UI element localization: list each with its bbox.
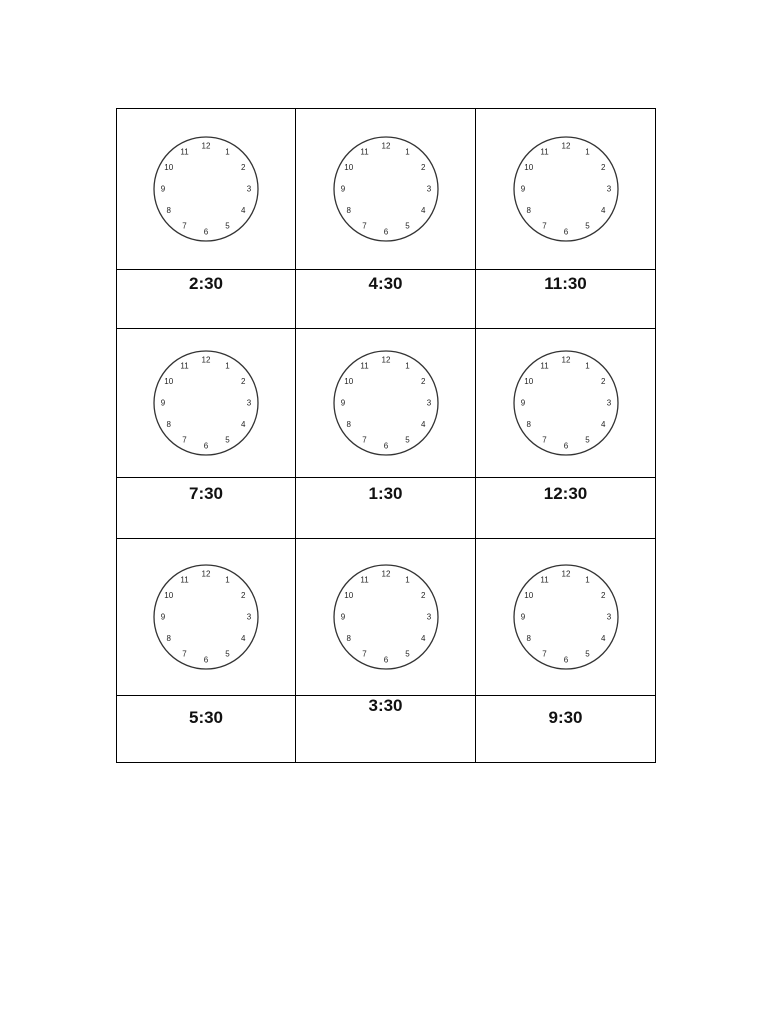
clock-dial-number: 7 bbox=[541, 221, 547, 231]
clock-cell bbox=[476, 329, 656, 478]
clock-dial-number: 6 bbox=[563, 227, 568, 237]
clock-dial-number: 11 bbox=[359, 575, 369, 585]
clock-dial-number: 3 bbox=[246, 184, 252, 194]
clock-dial-number: 3 bbox=[246, 612, 252, 622]
clock-dial-number: 9 bbox=[520, 612, 525, 622]
clock-dial-number: 1 bbox=[225, 147, 230, 157]
clock-dial-number: 4 bbox=[600, 420, 605, 429]
clock-row bbox=[117, 109, 656, 270]
clock-dial-number: 10 bbox=[343, 591, 353, 600]
clock-dial-number: 9 bbox=[520, 398, 525, 408]
clock-dial-number: 10 bbox=[164, 377, 174, 386]
clock-face-icon bbox=[146, 557, 266, 677]
clock-row bbox=[117, 329, 656, 478]
clock-dial-number: 7 bbox=[182, 435, 187, 445]
clock-dial-number: 2 bbox=[241, 163, 246, 172]
clock-dial-number: 7 bbox=[361, 435, 367, 445]
clock-dial-number: 6 bbox=[383, 655, 388, 665]
clock-dial-number: 2 bbox=[241, 377, 246, 386]
clock-dial-number: 8 bbox=[346, 634, 351, 643]
clock-dial-number: 10 bbox=[164, 163, 174, 172]
clock-dial-number: 6 bbox=[203, 441, 209, 451]
clock-dial-number: 2 bbox=[600, 163, 605, 172]
clock-dial-number: 7 bbox=[182, 649, 187, 659]
clock-dial-number: 12 bbox=[561, 569, 570, 579]
clock-dial-number: 1 bbox=[225, 575, 230, 585]
clock-dial-number: 1 bbox=[404, 575, 410, 585]
clock-dial-number: 12 bbox=[381, 569, 390, 579]
clock-dial-number: 11 bbox=[539, 147, 549, 157]
clock-dial-number: 12 bbox=[201, 141, 211, 151]
label-row bbox=[117, 270, 656, 329]
clock-dial-number: 10 bbox=[343, 163, 353, 172]
clock-face-icon bbox=[506, 557, 626, 677]
clock-dial-number: 3 bbox=[426, 184, 431, 194]
clock-dial-number: 10 bbox=[343, 377, 353, 386]
clock-cell bbox=[117, 109, 296, 270]
clock-dial-number: 7 bbox=[541, 649, 547, 659]
clock-dial-number: 3 bbox=[606, 398, 611, 408]
clock-dial-number: 12 bbox=[201, 569, 211, 579]
clock-dial-number: 10 bbox=[523, 377, 533, 386]
clock-dial-number: 11 bbox=[539, 361, 549, 371]
clock-dial-number: 10 bbox=[164, 591, 174, 600]
clock-worksheet-table bbox=[116, 108, 656, 763]
time-label: 9:30 bbox=[476, 696, 656, 763]
clock-dial-circle bbox=[154, 137, 258, 241]
clock-dial-number: 4 bbox=[241, 634, 246, 643]
clock-dial-number: 2 bbox=[600, 591, 605, 600]
clock-dial-number: 10 bbox=[523, 163, 533, 172]
clock-dial-number: 7 bbox=[361, 649, 367, 659]
clock-dial-number: 11 bbox=[359, 361, 369, 371]
clock-dial-number: 5 bbox=[404, 649, 410, 659]
clock-dial-circle bbox=[514, 137, 618, 241]
clock-cell bbox=[117, 539, 296, 696]
clock-dial-number: 6 bbox=[203, 655, 209, 665]
clock-dial-number: 8 bbox=[166, 420, 171, 429]
clock-dial-number: 12 bbox=[561, 355, 570, 365]
clock-dial-circle bbox=[334, 137, 438, 241]
clock-dial-number: 4 bbox=[241, 206, 246, 215]
clock-dial-number: 5 bbox=[584, 221, 590, 231]
clock-cell bbox=[476, 539, 656, 696]
clock-dial-number: 1 bbox=[584, 361, 590, 371]
clock-dial-number: 5 bbox=[584, 435, 590, 445]
clock-dial-number: 6 bbox=[383, 441, 388, 451]
clock-dial-number: 3 bbox=[606, 184, 611, 194]
clock-dial-number: 2 bbox=[241, 591, 246, 600]
clock-dial-circle bbox=[334, 351, 438, 455]
clock-dial-number: 5 bbox=[225, 435, 230, 445]
clock-dial-number: 5 bbox=[404, 435, 410, 445]
time-label: 2:30 bbox=[117, 270, 296, 329]
clock-dial-number: 4 bbox=[420, 206, 425, 215]
clock-dial-number: 7 bbox=[361, 221, 367, 231]
clock-dial-number: 2 bbox=[420, 591, 425, 600]
clock-dial-number: 9 bbox=[520, 184, 525, 194]
clock-dial-number: 1 bbox=[225, 361, 230, 371]
time-label: 7:30 bbox=[117, 478, 296, 539]
clock-dial-number: 8 bbox=[526, 206, 531, 215]
clock-dial-number: 8 bbox=[346, 420, 351, 429]
time-label: 11:30 bbox=[476, 270, 656, 329]
clock-dial-number: 3 bbox=[426, 398, 431, 408]
clock-face-icon bbox=[326, 343, 446, 463]
clock-dial-circle bbox=[154, 565, 258, 669]
clock-dial-number: 2 bbox=[600, 377, 605, 386]
clock-dial-number: 12 bbox=[201, 355, 211, 365]
clock-dial-number: 9 bbox=[340, 184, 345, 194]
clock-dial-number: 1 bbox=[404, 147, 410, 157]
clock-dial-number: 9 bbox=[340, 398, 345, 408]
clock-dial-number: 12 bbox=[561, 141, 570, 151]
clock-dial-number: 4 bbox=[600, 634, 605, 643]
clock-cell bbox=[296, 329, 476, 478]
clock-dial-number: 5 bbox=[584, 649, 590, 659]
time-label: 3:30 bbox=[296, 696, 476, 763]
clock-dial-number: 8 bbox=[166, 206, 171, 215]
clock-dial-number: 3 bbox=[246, 398, 252, 408]
clock-dial-number: 2 bbox=[420, 377, 425, 386]
clock-dial-number: 8 bbox=[526, 420, 531, 429]
clock-dial-number: 9 bbox=[160, 398, 166, 408]
clock-dial-number: 9 bbox=[160, 184, 166, 194]
clock-dial-number: 11 bbox=[180, 147, 189, 157]
clock-dial-number: 8 bbox=[526, 634, 531, 643]
clock-row bbox=[117, 539, 656, 696]
clock-dial-number: 1 bbox=[584, 147, 590, 157]
clock-dial-number: 11 bbox=[539, 575, 549, 585]
clock-dial-number: 9 bbox=[160, 612, 166, 622]
clock-face-icon bbox=[146, 343, 266, 463]
clock-dial-circle bbox=[154, 351, 258, 455]
clock-dial-number: 2 bbox=[420, 163, 425, 172]
clock-dial-number: 6 bbox=[563, 441, 568, 451]
clock-dial-circle bbox=[514, 351, 618, 455]
clock-dial-number: 5 bbox=[404, 221, 410, 231]
clock-dial-number: 4 bbox=[600, 206, 605, 215]
clock-dial-circle bbox=[334, 565, 438, 669]
label-row bbox=[117, 478, 656, 539]
clock-dial-number: 10 bbox=[523, 591, 533, 600]
clock-dial-number: 5 bbox=[225, 221, 230, 231]
clock-face-icon bbox=[146, 129, 266, 249]
time-label: 4:30 bbox=[296, 270, 476, 329]
clock-dial-number: 4 bbox=[420, 420, 425, 429]
clock-dial-number: 1 bbox=[404, 361, 410, 371]
clock-face-icon bbox=[326, 557, 446, 677]
clock-dial-number: 4 bbox=[420, 634, 425, 643]
clock-dial-number: 6 bbox=[203, 227, 209, 237]
clock-dial-number: 4 bbox=[241, 420, 246, 429]
clock-face-icon bbox=[506, 129, 626, 249]
time-label: 1:30 bbox=[296, 478, 476, 539]
clock-dial-number: 1 bbox=[584, 575, 590, 585]
clock-dial-number: 12 bbox=[381, 141, 390, 151]
clock-dial-number: 11 bbox=[180, 575, 189, 585]
clock-dial-number: 8 bbox=[166, 634, 171, 643]
clock-dial-number: 8 bbox=[346, 206, 351, 215]
clock-cell bbox=[296, 539, 476, 696]
clock-dial-number: 7 bbox=[182, 221, 187, 231]
clock-dial-number: 11 bbox=[180, 361, 189, 371]
clock-dial-number: 6 bbox=[383, 227, 388, 237]
clock-dial-number: 12 bbox=[381, 355, 390, 365]
clock-dial-number: 7 bbox=[541, 435, 547, 445]
clock-dial-circle bbox=[514, 565, 618, 669]
clock-dial-number: 3 bbox=[426, 612, 431, 622]
clock-dial-number: 6 bbox=[563, 655, 568, 665]
clock-dial-number: 5 bbox=[225, 649, 230, 659]
clock-dial-number: 3 bbox=[606, 612, 611, 622]
clock-cell bbox=[296, 109, 476, 270]
time-label: 12:30 bbox=[476, 478, 656, 539]
clock-dial-number: 9 bbox=[340, 612, 345, 622]
clock-face-icon bbox=[326, 129, 446, 249]
clock-cell bbox=[117, 329, 296, 478]
clock-dial-number: 11 bbox=[359, 147, 369, 157]
time-label: 5:30 bbox=[117, 696, 296, 763]
label-row bbox=[117, 696, 656, 763]
clock-cell bbox=[476, 109, 656, 270]
clock-face-icon bbox=[506, 343, 626, 463]
